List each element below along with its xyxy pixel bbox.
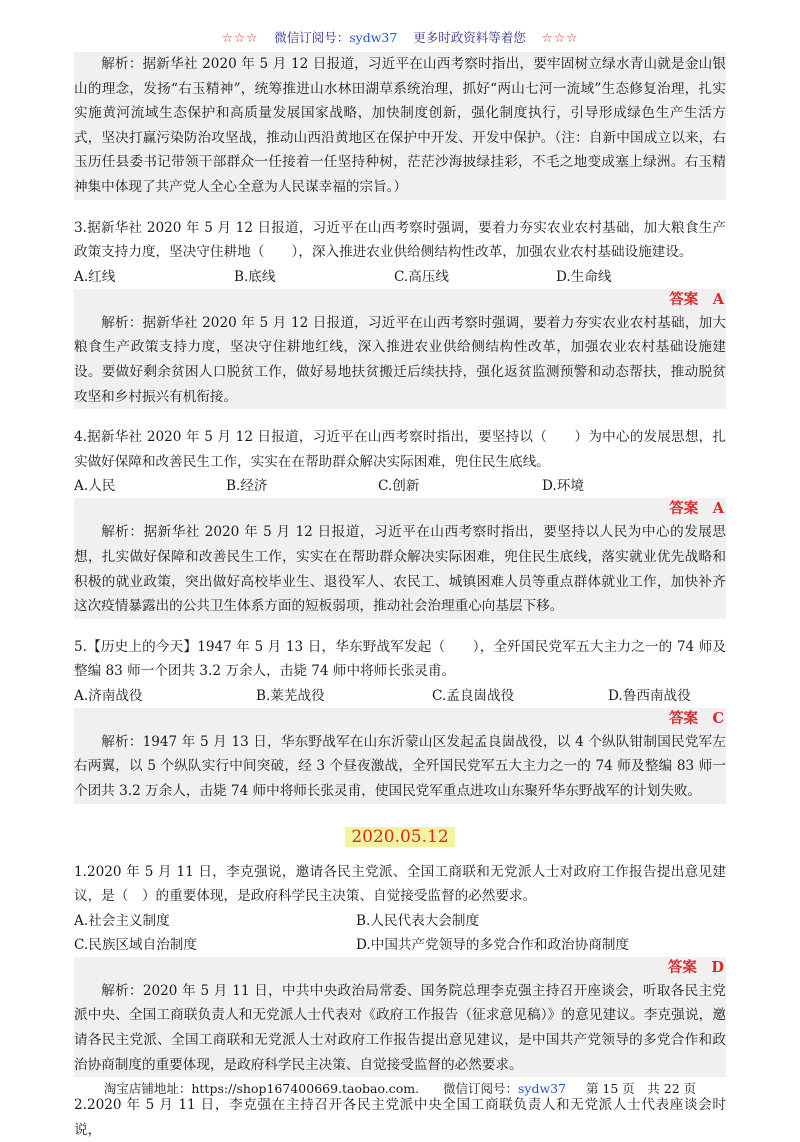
options-q1-row1 [74,909,726,933]
option-d: D.生命线 [556,268,612,285]
question-1: 1.2020 年 5 月 11 日，李克强说，邀请各民主党派、全国工商联和无党派人士对政府工作报告提出意见建议，是（ ）的重要体现，是政府科学民主决策、自觉接受监督的必然要求。 [74,863,726,905]
footer-account-id: sydw37 [517,1081,567,1096]
date-heading [74,822,726,852]
question-2: 2.2020 年 5 月 11 日，李克强在主持召开各民主党派中央全国工商联负责人和无党派人士代表座谈会时说， [74,1097,726,1138]
option-a: A.红线 [74,268,116,285]
answer-q3: 答案 A [74,289,726,311]
explanation-q3: 解析：据新华社 2020 年 5 月 12 日报道，习近平在山西考察时强调，要着力夯实农业农村基础，加大粮食生产政策支持力度，坚决守住耕地红线，深入推进农业供给侧结构性改革，加强农业农村基础设施建设。要做好剩余贫困人口脱贫工作，做好易地扶贫搬迁后续扶持，强化返贫监测预警和动态帮扶，推动脱贫攻坚和乡村振兴有机衔接。 [74,311,726,409]
question-5: 5.【历史上的今天】1947 年 5 月 13 日，华东野战军发起（ ），全歼国民党军五大主力之一的 74 师及整编 83 师一个团共 3.2 万余人，击毙 74 师中将师长张灵甫。 [74,638,726,680]
option-a: A.社会主义制度 [74,912,170,929]
header-account-label: 微信订阅号： [274,30,350,45]
page-header [0,28,800,46]
option-d: D.鲁西南战役 [608,687,691,704]
option-a: A.人民 [74,478,116,495]
options-q1-row2 [74,933,726,957]
option-c: C.民族区域自治制度 [74,936,197,953]
options-q3 [74,265,726,289]
option-b: B.人民代表大会制度 [356,912,480,929]
footer-store-url[interactable]: https://shop167400669.taobao.com. [191,1081,420,1096]
page-content [74,52,726,1142]
question-4: 4.据新华社 2020 年 5 月 12 日报道，习近平在山西考察时指出，要坚持以（ ）为中心的发展思想，扎实做好保障和改善民生工作，实实在在帮助群众解决实际困难，兜住民生底线。 [74,429,726,470]
answer-q5: 答案 C [74,708,726,730]
explanation-q1: 解析：2020 年 5 月 11 日，中共中央政治局常委、国务院总理李克强主持召开座谈会，听取各民主党派中央、全国工商联负责人和无党派人士代表对《政府工作报告（征求意见稿）》的意见建议。李克强说，邀请各民主党派、全国工商联和无党派人士对政府工作报告提出意见建议，是中国共产党领导的多党合作和政治协商制度的重要体现，是政府科学民主决策、自觉接受监督的必然要求。 [74,979,726,1077]
option-d: D.中国共产党领导的多党合作和政治协商制度 [356,936,630,953]
option-c: C.高压线 [394,268,450,285]
footer-store-label: 淘宝店铺地址： [103,1081,192,1096]
page-footer [0,1079,800,1097]
options-q5 [74,684,726,708]
explanation-q5: 解析：1947 年 5 月 13 日，华东野战军在山东沂蒙山区发起孟良崮战役，以 4 个纵队钳制国民党军左右两翼，以 5 个纵队实行中间突破，经 3 个昼夜激战，全歼国民党军五大主力之一的 74 师及整编 83 师一个团共 3.2 万余人，击毙 74 师中将师长张灵甫，使国民党军重点进攻山东聚歼华东野战军的计划失败。 [74,730,726,804]
header-account-id: sydw37 [349,30,398,45]
star-decoration-right: ☆☆☆ [541,30,579,45]
question-3: 3.据新华社 2020 年 5 月 12 日报道，习近平在山西考察时强调，要着力夯实农业农村基础，加大粮食生产政策支持力度，坚决守住耕地（ ），深入推进农业供给侧结构性改革，加强农业农村基础设施建设。 [74,219,726,261]
option-b: B.莱芜战役 [256,687,325,704]
answer-q1: 答案 D [74,957,726,979]
date-heading-text: 2020.05.12 [345,827,454,847]
page-number: 第 15 页 共 22 页 [585,1081,697,1096]
option-c: C.创新 [378,478,420,495]
star-decoration-left: ☆☆☆ [221,30,259,45]
option-b: B.底线 [234,268,276,285]
option-b: B.经济 [226,478,268,495]
footer-account-label: 微信订阅号： [442,1081,518,1096]
header-slogan: 更多时政资料等着您 [413,30,526,45]
explanation-q4: 解析：据新华社 2020 年 5 月 12 日报道，习近平在山西考察时指出，要坚持以人民为中心的发展思想，扎实做好保障和改善民生工作，实实在在帮助群众解决实际困难，兜住民生底线，落实就业优先战略和积极的就业政策，突出做好高校毕业生、退役军人、农民工、城镇困难人员等重点群体就业工作，加快补齐这次疫情暴露出的公共卫生体系方面的短板弱项，推动社会治理重心向基层下移。 [74,520,726,618]
option-d: D.环境 [542,478,584,495]
options-q4 [74,474,726,498]
option-a: A.济南战役 [74,687,143,704]
option-c: C.孟良崮战役 [432,687,515,704]
answer-q4: 答案 A [74,498,726,520]
explanation-intro: 解析：据新华社 2020 年 5 月 12 日报道，习近平在山西考察时指出，要牢固树立绿水青山就是金山银山的理念，发扬“右玉精神”，统筹推进山水林田湖草系统治理，抓好“两山七河一流域”生态修复治理，扎实实施黄河流域生态保护和高质量发展国家战略，加快制度创新，强化制度执行，引导形成绿色生产生活方式，坚决打赢污染防治攻坚战，推动山西沿黄地区在保护中开发、开发中保护。（注：自新中国成立以来，右玉历任县委书记带领干部群众一任接着一任坚持种树，茫茫沙海披绿挂彩，不毛之地变成塞上绿洲。右玉精神集中体现了共产党人全心全意为人民谋幸福的宗旨。） [74,52,726,200]
